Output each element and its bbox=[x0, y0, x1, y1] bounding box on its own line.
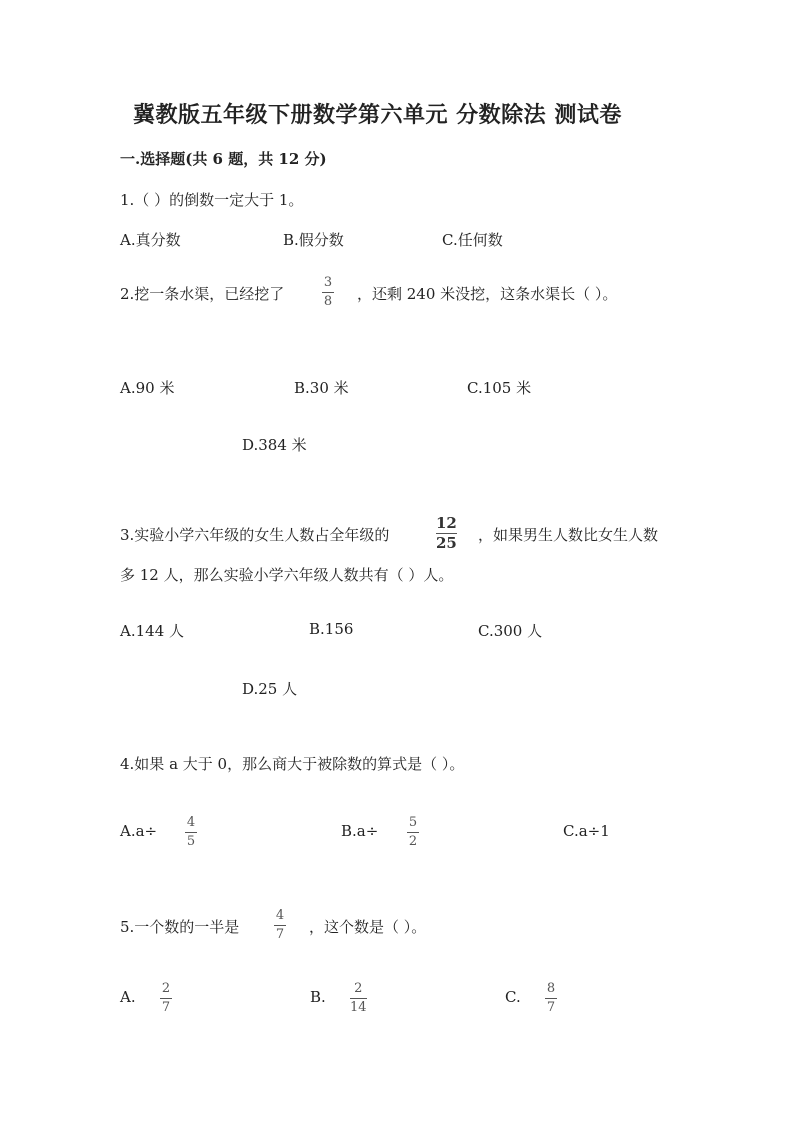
question-5-stem-end: ，这个数是（ ）。 bbox=[309, 918, 427, 936]
question-1-stem: 1.（ ）的倒数一定大于 1。 bbox=[120, 191, 304, 209]
q2-option-a: A.90 米 bbox=[120, 379, 175, 397]
fraction-numerator: 12 bbox=[436, 514, 457, 532]
question-3-stem-line2: 多 12 人，那么实验小学六年级人数共有（ ）人。 bbox=[120, 566, 454, 584]
fraction-denominator: 25 bbox=[436, 534, 457, 552]
question-2-stem-start: 2.挖一条水渠，已经挖了 bbox=[120, 285, 285, 303]
fraction-bar bbox=[350, 998, 367, 999]
fraction-denominator: 2 bbox=[408, 834, 418, 849]
fraction-denominator: 5 bbox=[186, 834, 196, 849]
question-5-stem-start: 5.一个数的一半是 bbox=[120, 918, 240, 936]
question-2-stem-end: ，还剩 240 米没挖，这条水渠长（ ）。 bbox=[357, 285, 618, 303]
q3-option-c: C.300 人 bbox=[478, 622, 543, 640]
fraction-denominator: 8 bbox=[323, 294, 333, 309]
q4-option-b-fraction bbox=[407, 815, 419, 850]
question-4-stem: 4.如果 a 大于 0，那么商大于被除数的算式是（ ）。 bbox=[120, 755, 465, 773]
q3-fraction bbox=[436, 515, 457, 552]
fraction-numerator: 4 bbox=[186, 815, 196, 830]
fraction-denominator: 14 bbox=[350, 1000, 367, 1015]
fraction-numerator: 8 bbox=[546, 981, 556, 996]
fraction-denominator: 7 bbox=[161, 1000, 171, 1015]
q5-option-a-fraction bbox=[160, 981, 172, 1016]
q3-option-a: A.144 人 bbox=[120, 622, 184, 640]
q2-option-d: D.384 米 bbox=[242, 436, 307, 454]
fraction-numerator: 2 bbox=[354, 981, 363, 996]
fraction-bar bbox=[274, 925, 286, 926]
fraction-denominator: 7 bbox=[546, 1000, 556, 1015]
q4-option-c: C.a÷1 bbox=[563, 822, 610, 840]
q1-option-a: A.真分数 bbox=[120, 231, 181, 249]
q5-option-b-fraction bbox=[350, 981, 367, 1016]
fraction-numerator: 2 bbox=[161, 981, 171, 996]
fraction-bar bbox=[322, 292, 334, 293]
fraction-bar bbox=[407, 832, 419, 833]
q3-option-b: B.156 bbox=[309, 620, 354, 638]
fraction-bar bbox=[160, 998, 172, 999]
q4-option-b: B.a÷ bbox=[341, 822, 379, 840]
question-3-stem-start: 3.实验小学六年级的女生人数占全年级的 bbox=[120, 526, 390, 544]
q5-option-c-fraction bbox=[545, 981, 557, 1016]
question-3-stem-end: ，如果男生人数比女生人数 bbox=[478, 526, 659, 544]
q2-option-b: B.30 米 bbox=[294, 379, 349, 397]
q5-option-c: C. bbox=[505, 988, 521, 1006]
q1-option-b: B.假分数 bbox=[283, 231, 344, 249]
q2-fraction bbox=[322, 275, 334, 310]
q4-option-a: A.a÷ bbox=[120, 822, 158, 840]
fraction-denominator: 7 bbox=[275, 927, 285, 942]
fraction-numerator: 3 bbox=[323, 275, 333, 290]
fraction-bar bbox=[545, 998, 557, 999]
q5-fraction bbox=[274, 908, 286, 943]
q1-option-c: C.任何数 bbox=[442, 231, 503, 249]
fraction-numerator: 4 bbox=[275, 908, 285, 923]
q3-option-d: D.25 人 bbox=[242, 680, 298, 698]
q5-option-a: A. bbox=[120, 988, 136, 1006]
fraction-bar bbox=[185, 832, 197, 833]
page-title: 冀教版五年级下册数学第六单元 分数除法 测试卷 bbox=[133, 102, 622, 128]
section-heading: 一.选择题(共 6 题，共 12 分) bbox=[120, 150, 327, 168]
q4-option-a-fraction bbox=[185, 815, 197, 850]
q2-option-c: C.105 米 bbox=[467, 379, 532, 397]
q5-option-b: B. bbox=[310, 988, 326, 1006]
fraction-numerator: 5 bbox=[408, 815, 418, 830]
